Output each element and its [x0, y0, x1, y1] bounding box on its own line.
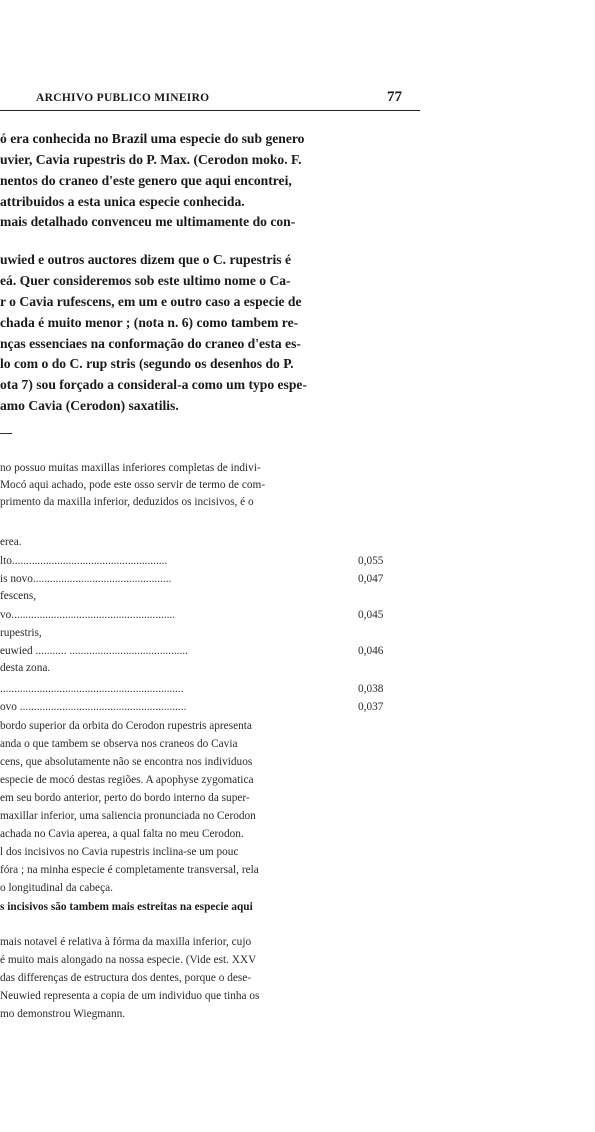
note-line: maxillar inferior, uma saliencia pronunciada no Cerodon	[0, 810, 256, 822]
note-line: mo demonstrou Wiegmann.	[0, 1008, 126, 1020]
note-line: Mocó aqui achado, pode este osso servir de termo de com-	[0, 479, 266, 491]
body-line: chada é muito menor ; (nota n. 6) como tambem re-	[0, 315, 299, 330]
table-row-label: erea.	[0, 536, 22, 548]
table-row-label: fescens,	[0, 590, 37, 602]
note-line: especie de mocó destas regiões. A apophyse zygomatica	[0, 774, 254, 786]
note-line: l dos incisivos no Cavia rupestris inclina-se um pouc	[0, 846, 239, 858]
body-line: uwied e outros auctores dizem que o C. rupestris é	[0, 252, 291, 267]
table-row-value: 0,046	[358, 645, 384, 657]
body-line: attribuidos a esta unica especie conhecida.	[0, 194, 245, 209]
table-row-value: 0,045	[358, 609, 384, 621]
body-line: amo Cavia (Cerodon) saxatilis.	[0, 398, 179, 413]
running-title: ARCHIVO PUBLICO MINEIRO	[36, 92, 210, 104]
note-line: fóra ; na minha especie é completamente transversal, rela	[0, 864, 259, 876]
note-line: em seu bordo anterior, perto do bordo interno da super-	[0, 792, 250, 804]
note-line: s incisivos são tambem mais estreitas na especie aqui	[0, 901, 253, 913]
body-line: mais detalhado convenceu me ultimamente do con-	[0, 214, 296, 229]
note-line: bordo superior da orbita do Cerodon rupestris apresenta	[0, 720, 252, 732]
table-row-value: 0,037	[358, 701, 384, 713]
note-line: primento da maxilla inferior, deduzidos os incisivos, é o	[0, 496, 254, 508]
table-row-label: rupestris,	[0, 627, 42, 639]
body-line: lo com o do C. rup stris (segundo os desenhos do P.	[0, 356, 294, 371]
body-line: ota 7) sou forçado a consideral-a como um typo espe-	[0, 377, 307, 392]
running-header	[0, 88, 420, 111]
note-line: cens, que absolutamente não se encontra nos individuos	[0, 756, 253, 768]
table-row-label: vo..........................................................	[0, 609, 176, 621]
page-number: 77	[387, 89, 402, 105]
table-row-value: 0,038	[358, 683, 384, 695]
body-line: r o Cavia rufescens, em um e outro caso a especie de	[0, 294, 302, 309]
table-row-label: desta zona.	[0, 662, 51, 674]
body-line: nças essenciaes na conformação do craneo d'esta es-	[0, 336, 301, 351]
note-line: no possuo muitas maxillas inferiores completas de indivi-	[0, 462, 261, 474]
body-line: nentos do craneo d'este genero que aqui encontrei,	[0, 173, 292, 188]
table-row-label: euwied ........... ..........................................	[0, 645, 188, 657]
note-line: é muito mais alongado na nossa especie. (Vide est. XXV	[0, 954, 257, 966]
table-row-label: .................................................................	[0, 683, 184, 695]
note-line: o longitudinal da cabeça.	[0, 882, 113, 894]
footnote-separator	[0, 433, 12, 434]
body-line: uvier, Cavia rupestris do P. Max. (Cerodon moko. F.	[0, 152, 302, 167]
table-row-value: 0,055	[358, 555, 384, 567]
note-line: Neuwied representa a copia de um individuo que tinha os	[0, 990, 260, 1002]
body-line: ó era conhecida no Brazil uma especie do sub genero	[0, 131, 305, 146]
note-line: achada no Cavia aperea, a qual falta no meu Cerodon.	[0, 828, 244, 840]
body-line: eá. Quer consideremos sob este ultimo nome o Ca-	[0, 273, 291, 288]
table-row-label: ovo ...........................................................	[0, 701, 187, 713]
note-line: mais notavel é relativa à fórma da maxilla inferior, cujo	[0, 936, 252, 948]
note-line: anda o que tambem se observa nos craneos do Cavia	[0, 738, 238, 750]
table-row-value: 0,047	[358, 573, 384, 585]
table-row-label: lto.......................................................	[0, 555, 168, 567]
note-line: das differenças de estructura dos dentes, porque o dese-	[0, 972, 252, 984]
table-row-label: is novo.................................................	[0, 573, 172, 585]
